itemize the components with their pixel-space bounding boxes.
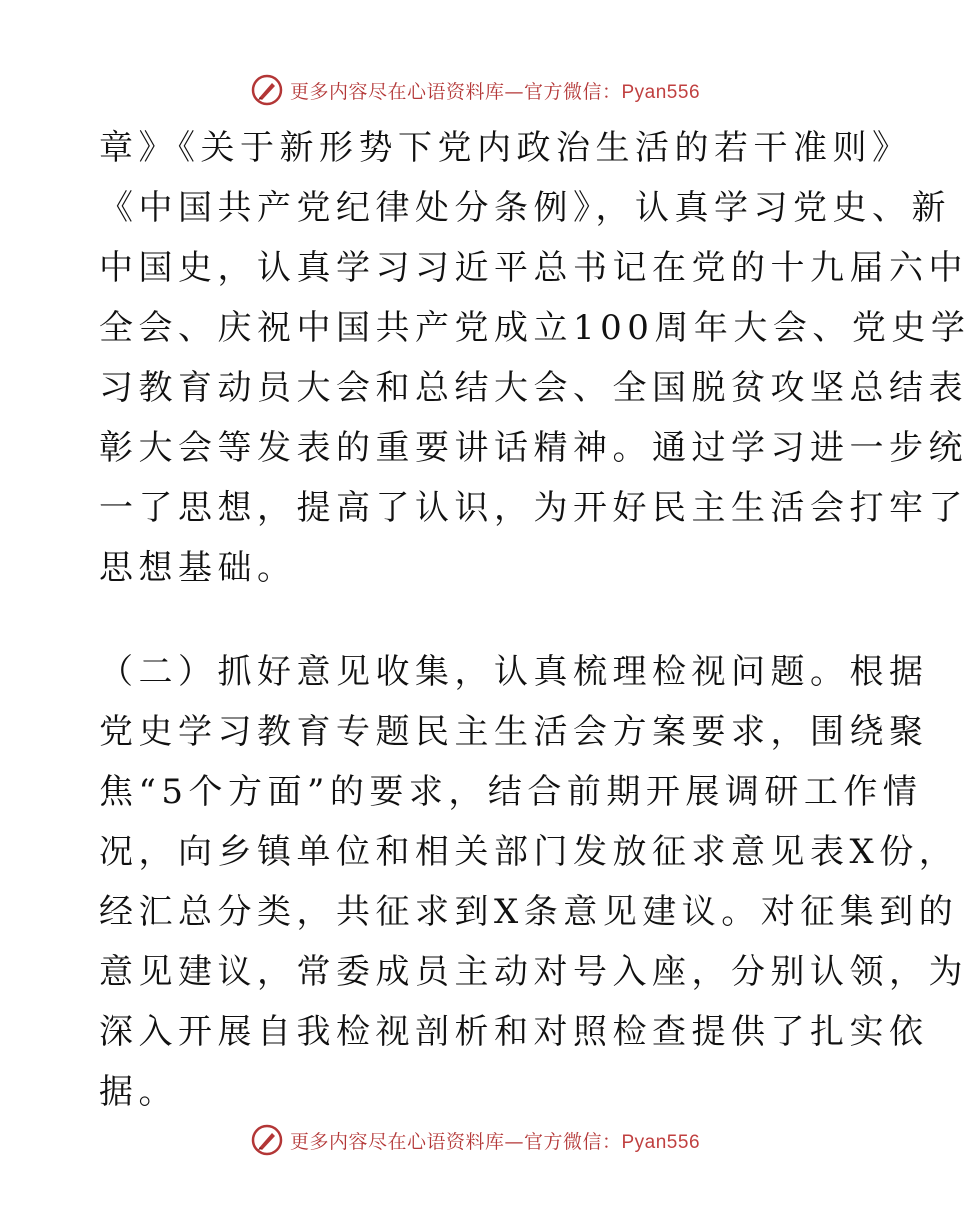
text-line: 思想基础。	[99, 548, 297, 588]
pen-logo-icon	[250, 73, 284, 107]
document-body	[99, 118, 970, 1122]
pen-logo-icon	[250, 1123, 284, 1157]
footer-watermark	[0, 1120, 950, 1160]
text-line: 意见建议，常委成员主动对号入座，分别认领，为	[99, 952, 968, 992]
text-line: 深入开展自我检视剖析和对照检查提供了扎实依	[99, 1012, 929, 1052]
text-line: 况，向乡镇单位和相关部门发放征求意见表X份，	[99, 832, 959, 872]
text-line: 章》《关于新形势下党内政治生活的若干准则》	[99, 128, 912, 168]
text-line: 彰大会等发表的重要讲话精神。通过学习进一步统	[99, 428, 968, 468]
text-line: 中国史，认真学习习近平总书记在党的十九届六中	[99, 248, 968, 288]
text-line: 习教育动员大会和总结大会、全国脱贫攻坚总结表	[99, 368, 968, 408]
header-watermark	[0, 70, 950, 110]
text-line: 焦“5个方面”的要求，结合前期开展调研工作情	[99, 772, 923, 812]
text-line: 经汇总分类，共征求到X条意见建议。对征集到的	[99, 892, 959, 932]
watermark-text	[290, 77, 700, 104]
watermark-label: 更多内容尽在心语资料库—官方微信：	[289, 1130, 622, 1153]
text-line: 据。	[99, 1072, 178, 1112]
watermark-label: 更多内容尽在心语资料库—官方微信：	[289, 80, 622, 103]
text-line: 党史学习教育专题民主生活会方案要求，围绕聚	[99, 712, 929, 752]
watermark-brand: Pyan556	[621, 81, 701, 103]
watermark-text	[290, 1127, 700, 1154]
text-line: （二）抓好意见收集，认真梳理检视问题。根据	[99, 652, 929, 692]
text-line: 一了思想，提高了认识，为开好民主生活会打牢了	[99, 488, 968, 528]
paragraph-2	[99, 642, 968, 1122]
text-line: 全会、庆祝中国共产党成立100周年大会、党史学	[99, 308, 970, 348]
text-line: 《中国共产党纪律处分条例》，认真学习党史、新	[99, 188, 951, 228]
watermark-brand: Pyan556	[621, 1131, 701, 1153]
paragraph-1	[99, 118, 970, 598]
